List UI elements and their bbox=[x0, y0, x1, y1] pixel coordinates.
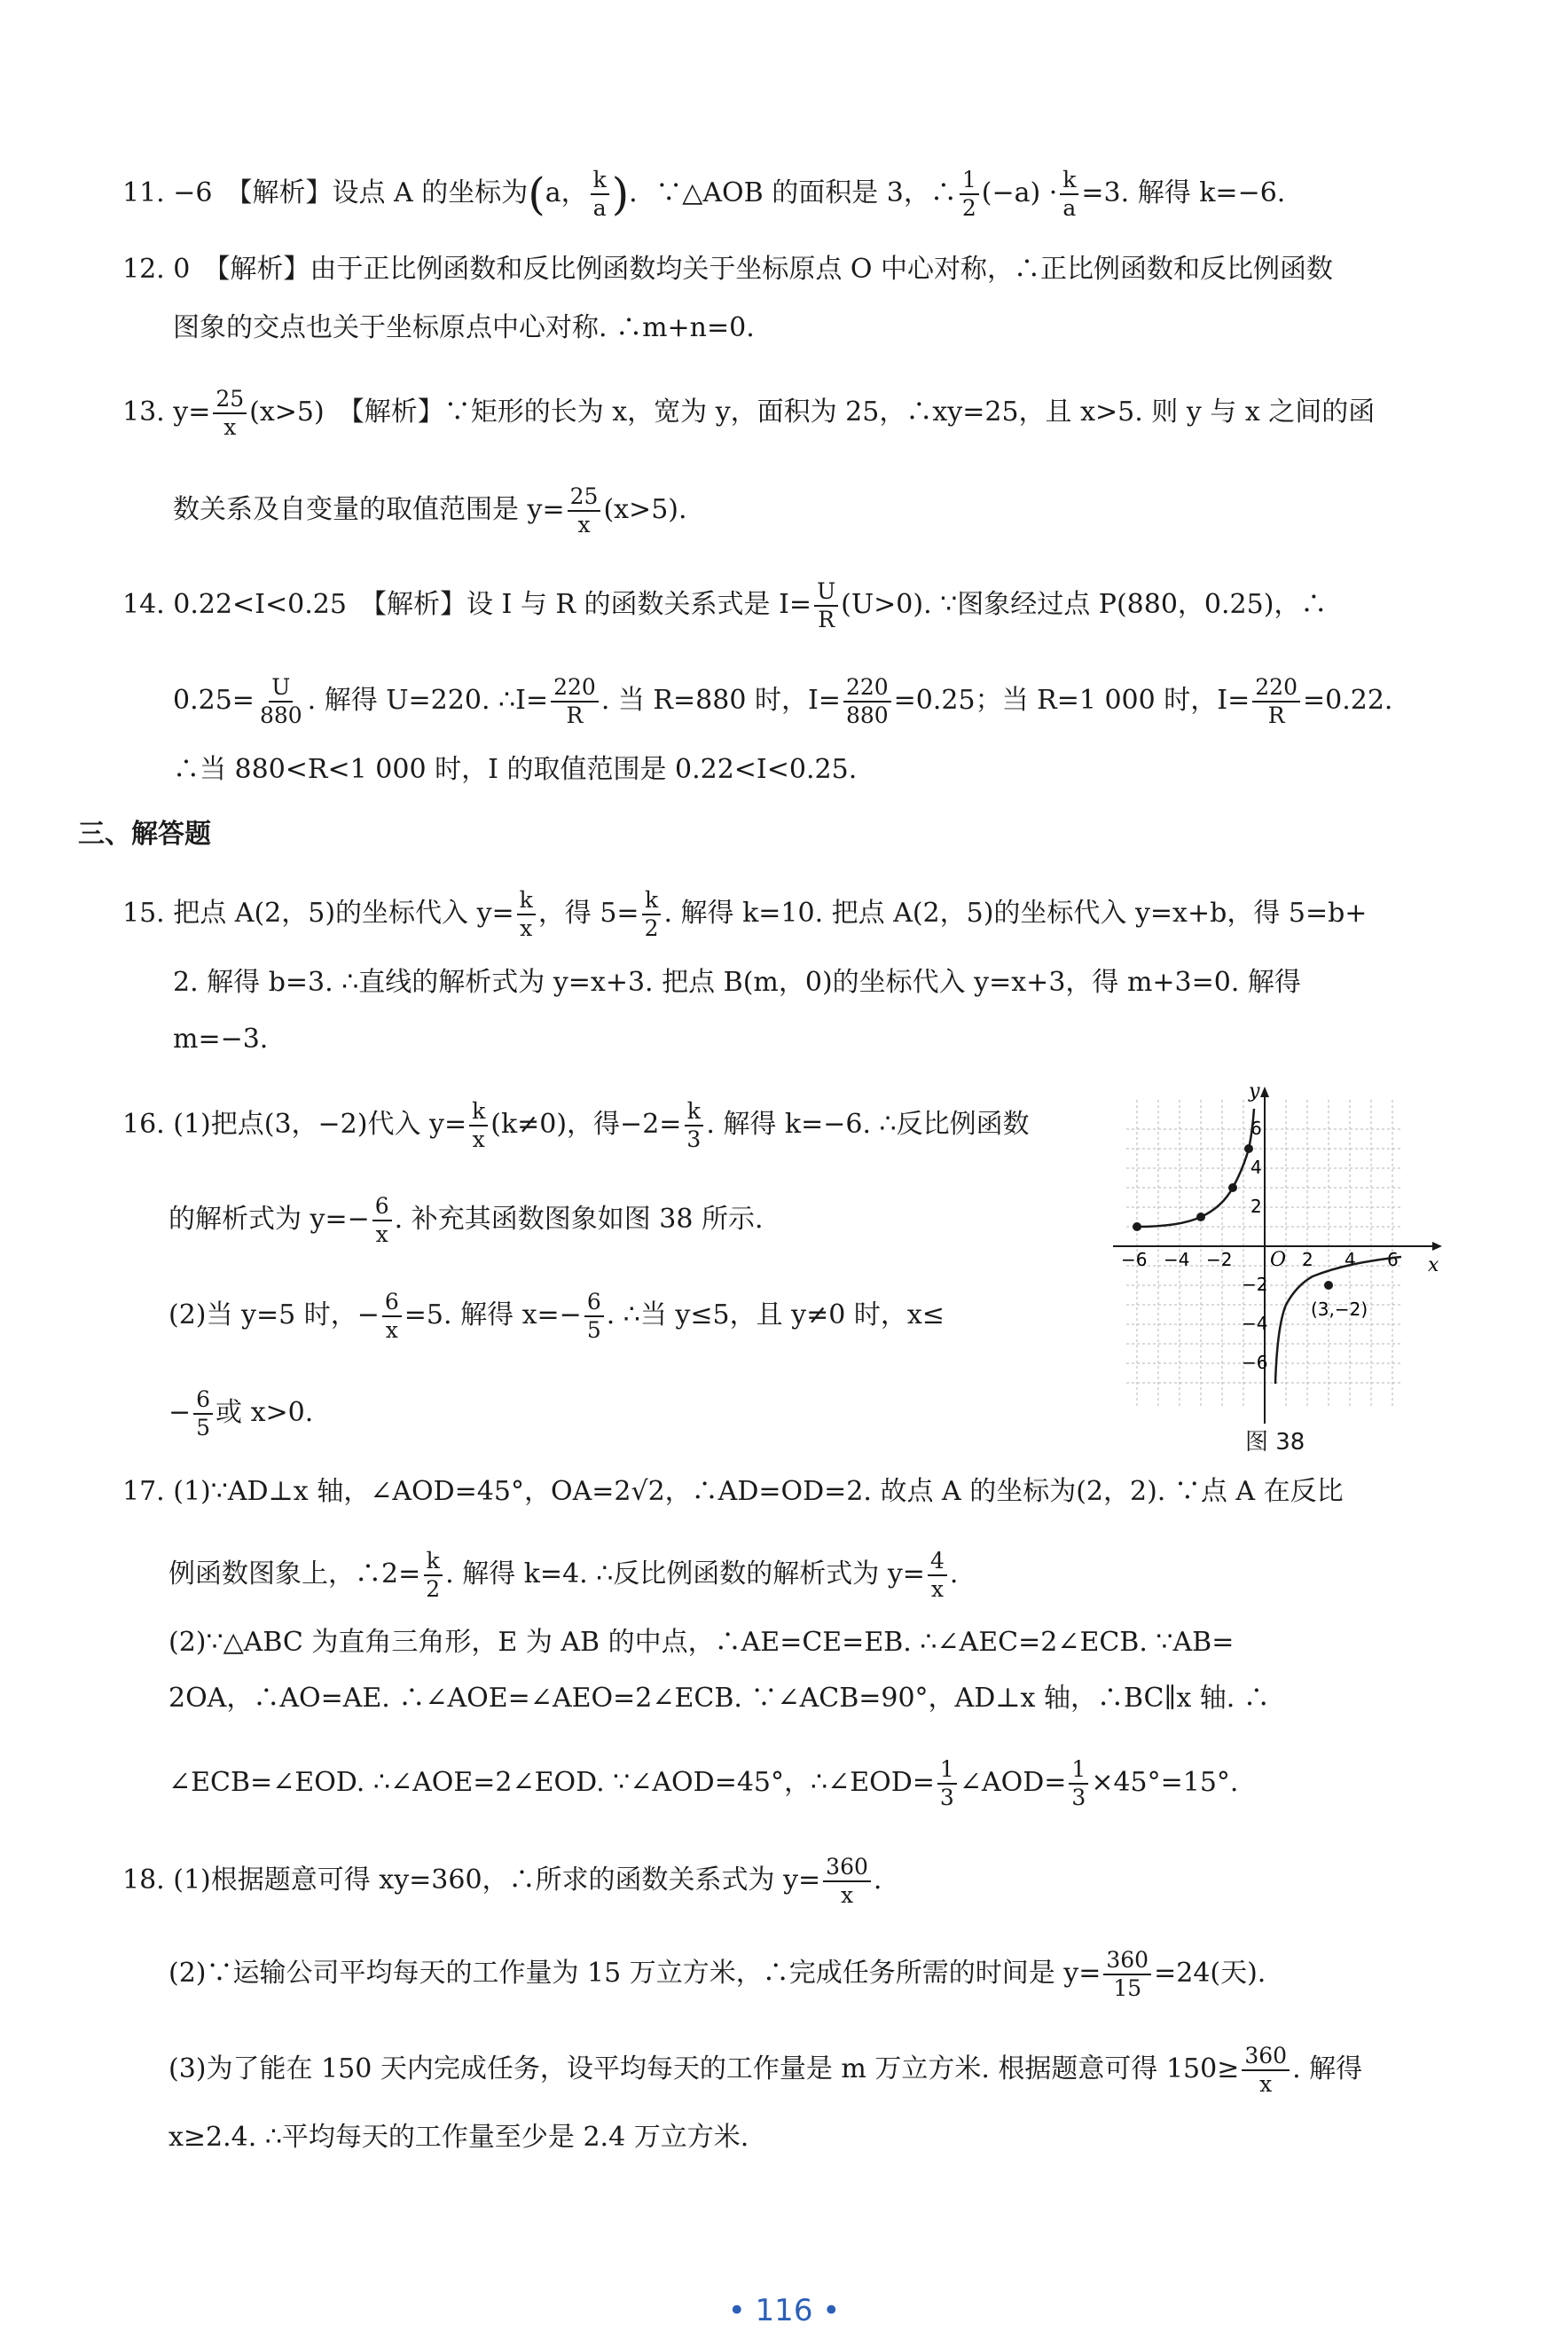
x-tick-label: −4 bbox=[1164, 1249, 1190, 1270]
q18-line-2: (2)∵运输公司平均每天的工作量为 15 万立方米，∴完成任务所需的时间是 y= $\frac{360}{15}$ =24(天). bbox=[169, 1947, 1266, 2001]
x-tick-label: −2 bbox=[1206, 1249, 1233, 1270]
q15-line-2: 2. 解得 b=3. ∴直线的解析式为 y=x+3. 把点 B(m，0)的坐标代入 y=x+3，得 m+3=0. 解得 bbox=[173, 967, 1301, 998]
curve-branch-right bbox=[1275, 1257, 1401, 1384]
q18-line-1: 18. (1)根据题意可得 xy=360，∴所求的函数关系式为 y= $\frac{360}{x}$ . bbox=[122, 1854, 882, 1908]
fraction: $\frac{k}{a}$ bbox=[591, 167, 609, 222]
fraction: $\frac{360}{15}$ bbox=[1103, 1947, 1151, 2002]
fraction: $\frac{6}{x}$ bbox=[372, 1193, 392, 1248]
q16-line-2: 的解析式为 y=− $\frac{6}{x}$ . 补充其函数图象如图 38 所示. bbox=[169, 1193, 764, 1247]
y-tick-label: −4 bbox=[1242, 1313, 1268, 1334]
fraction: $\frac{360}{x}$ bbox=[823, 1854, 871, 1909]
y-axis-label: y bbox=[1249, 1080, 1260, 1103]
y-tick-label: −2 bbox=[1242, 1274, 1268, 1295]
q16-line-3: (2)当 y=5 时，− $\frac{6}{x}$ =5. 解得 x=− $\frac{6}{5}$ . ∴当 y≤5，且 y≠0 时，x≤ bbox=[169, 1289, 945, 1343]
plot-point bbox=[1228, 1183, 1237, 1192]
x-tick-label: −6 bbox=[1121, 1249, 1148, 1270]
plot-point bbox=[1244, 1144, 1253, 1153]
plot-point bbox=[1133, 1222, 1141, 1231]
q16-line-4: − $\frac{6}{5}$ 或 x>0. bbox=[169, 1386, 314, 1440]
y-tick-label: −6 bbox=[1242, 1352, 1268, 1373]
q17-line-2: 例函数图象上，∴2= $\frac{k}{2}$ . 解得 k=4. ∴反比例函数的解析式为 y= $\frac{4}{x}$ . bbox=[169, 1548, 959, 1602]
figure-caption: 图 38 bbox=[1245, 1429, 1305, 1456]
fraction: $\frac{25}{x}$ bbox=[213, 386, 247, 441]
q15-line-1: 15. 把点 A(2，5)的坐标代入 y= $\frac{k}{x}$ ，得 5= $\frac{k}{2}$ . 解得 k=10. 把点 A(2，5)的坐标代入 y=x+b，得 5=b+ bbox=[122, 887, 1368, 941]
fraction: $\frac{6}{5}$ bbox=[584, 1289, 604, 1344]
fraction: $\frac{k}{3}$ bbox=[684, 1098, 703, 1153]
y-tick-label: 6 bbox=[1250, 1118, 1262, 1139]
fraction: $\frac{k}{2}$ bbox=[642, 887, 662, 942]
fraction: $\frac{k}{a}$ bbox=[1060, 167, 1078, 222]
q17-line-5: ∠ECB=∠EOD. ∴∠AOE=2∠EOD. ∵∠AOD=45°，∴∠EOD= $\frac{1}{3}$ ∠AOD= $\frac{1}{3}$ ×45°=15°. bbox=[169, 1756, 1239, 1810]
q14-line-2: 0.25= $\frac{U}{880}$ . 解得 U=220. ∴I= $\frac{220}{R}$ . 当 R=880 时，I= $\frac{220}{880}$ =0.25；当 R=1 000 时，I= $\frac{220}{R}$ =0.22. bbox=[173, 674, 1393, 728]
fraction: $\frac{1}{3}$ bbox=[1069, 1756, 1088, 1811]
fraction: $\frac{25}{x}$ bbox=[568, 483, 601, 538]
y-tick-label: 4 bbox=[1250, 1157, 1262, 1178]
x-tick-labels bbox=[1121, 1249, 1399, 1270]
q11-line: 11. −6 【解析】设点 A 的坐标为(a， $\frac{k}{a}$ )．∵△AOB 的面积是 3，∴ $\frac{1}{2}$ (−a) · $\frac{k}{a}$ =3. 解得 k=−6. bbox=[122, 167, 1286, 221]
fraction: $\frac{220}{880}$ bbox=[843, 674, 891, 729]
q15-line-3: m=−3. bbox=[173, 1024, 269, 1055]
point-label: (3,−2) bbox=[1311, 1299, 1368, 1320]
figure-38-graph bbox=[1109, 1078, 1446, 1459]
fraction: $\frac{1}{2}$ bbox=[960, 167, 979, 222]
fraction: $\frac{1}{3}$ bbox=[937, 1756, 957, 1811]
fraction: $\frac{220}{R}$ bbox=[551, 674, 599, 729]
q14-line-1: 14. 0.22<I<0.25 【解析】设 I 与 R 的函数关系式是 I= $\frac{U}{R}$ (U>0). ∵图象经过点 P(880，0.25)，∴ bbox=[122, 578, 1328, 632]
fraction: $\frac{4}{x}$ bbox=[928, 1548, 947, 1603]
origin-label: O bbox=[1270, 1249, 1287, 1271]
x-axis-arrow bbox=[1432, 1242, 1442, 1251]
y-tick-label: 2 bbox=[1250, 1196, 1262, 1217]
x-tick-label: 2 bbox=[1302, 1249, 1313, 1270]
fraction: $\frac{U}{880}$ bbox=[259, 674, 302, 728]
x-tick-label: 6 bbox=[1387, 1249, 1399, 1270]
q18-line-3: (3)为了能在 150 天内完成任务，设平均每天的工作量是 m 万立方米. 根据题意可得 150≥ $\frac{360}{x}$ . 解得 bbox=[169, 2043, 1363, 2097]
section-title: 三、解答题 bbox=[78, 819, 211, 850]
plot-point bbox=[1324, 1281, 1333, 1290]
fraction: $\frac{220}{R}$ bbox=[1252, 674, 1300, 729]
x-axis-label: x bbox=[1428, 1254, 1439, 1276]
fraction: $\frac{6}{5}$ bbox=[193, 1386, 213, 1441]
q12-line-2: 图象的交点也关于坐标原点中心对称. ∴m+n=0. bbox=[173, 312, 755, 343]
plot-point bbox=[1196, 1213, 1205, 1221]
fraction: $\frac{k}{x}$ bbox=[469, 1098, 488, 1153]
q16-line-1: 16. (1)把点(3，−2)代入 y= $\frac{k}{x}$ (k≠0)，得−2= $\frac{k}{3}$ . 解得 k=−6. ∴反比例函数 bbox=[122, 1098, 1030, 1152]
fraction: $\frac{6}{x}$ bbox=[382, 1289, 402, 1344]
fraction: $\frac{k}{x}$ bbox=[517, 887, 536, 942]
q13-line-2: 数关系及自变量的取值范围是 y= $\frac{25}{x}$ (x>5). bbox=[173, 483, 687, 538]
y-axis-arrow bbox=[1260, 1087, 1269, 1097]
x-tick-label: 4 bbox=[1345, 1249, 1356, 1270]
fraction: $\frac{360}{x}$ bbox=[1242, 2043, 1290, 2098]
q18-line-4: x≥2.4. ∴平均每天的工作量至少是 2.4 万立方米. bbox=[169, 2122, 749, 2153]
fraction: $\frac{U}{R}$ bbox=[814, 578, 838, 633]
page-number: • 116 • bbox=[727, 2293, 841, 2328]
q17-line-4: 2OA，∴AO=AE. ∴∠AOE=∠AEO=2∠ECB. ∵∠ACB=90°，AD⊥x 轴，∴BC∥x 轴. ∴ bbox=[169, 1683, 1270, 1714]
q13-line-1: 13. y= $\frac{25}{x}$ (x>5) 【解析】∵矩形的长为 x，宽为 y，面积为 25，∴xy=25，且 x>5. 则 y 与 x 之间的函 bbox=[122, 386, 1376, 440]
q17-line-1: 17. (1)∵AD⊥x 轴，∠AOD=45°，OA=2√2，∴AD=OD=2. 故点 A 的坐标为(2，2). ∵点 A 在反比 bbox=[122, 1476, 1344, 1507]
q17-line-3: (2)∵△ABC 为直角三角形，E 为 AB 的中点，∴AE=CE=EB. ∴∠AEC=2∠ECB. ∵AB= bbox=[169, 1627, 1235, 1658]
fraction: $\frac{k}{2}$ bbox=[423, 1548, 443, 1603]
q14-line-3: ∴当 880<R<1 000 时，I 的取值范围是 0.22<I<0.25. bbox=[173, 754, 858, 785]
q12-line-1: 12. 0 【解析】由于正比例函数和反比例函数均关于坐标原点 O 中心对称，∴正比例函数和反比例函数 bbox=[122, 254, 1333, 285]
